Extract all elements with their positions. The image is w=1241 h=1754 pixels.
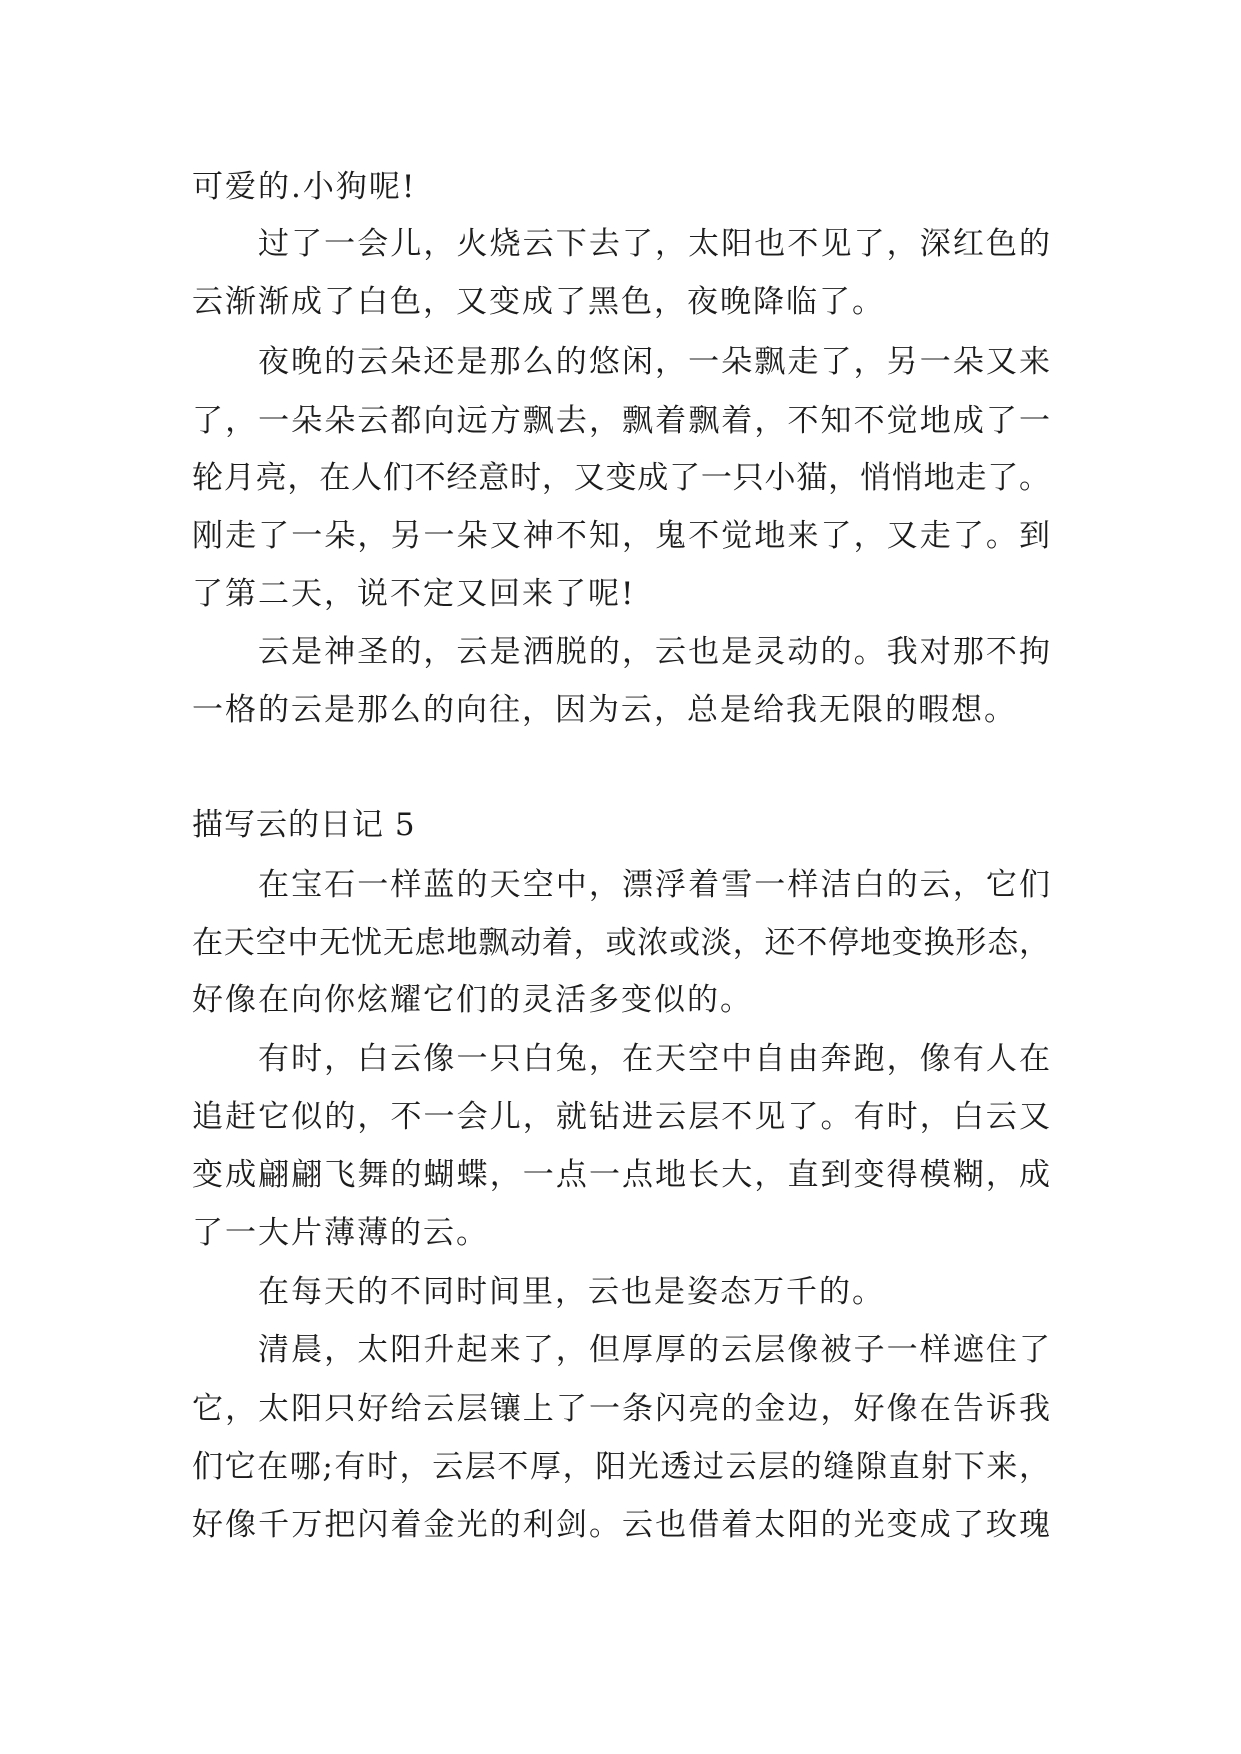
paragraph-line: 在每天的不同时间里，云也是姿态万千的。 bbox=[258, 1274, 885, 1310]
paragraph-line: 们它在哪;有时，云层不厚，阳光透过云层的缝隙直射下来， bbox=[192, 1449, 1050, 1485]
paragraph-line: 了一大片薄薄的云。 bbox=[192, 1215, 489, 1251]
paragraph-line: 了，一朵朵云都向远方飘去，飘着飘着，不知不觉地成了一 bbox=[192, 403, 1050, 439]
paragraph-line: 它，太阳只好给云层镶上了一条闪亮的金边，好像在告诉我 bbox=[192, 1391, 1050, 1427]
paragraph-line: 清晨，太阳升起来了，但厚厚的云层像被子一样遮住了 bbox=[258, 1332, 1050, 1368]
paragraph-line: 云是神圣的，云是洒脱的，云也是灵动的。我对那不拘 bbox=[258, 634, 1050, 670]
paragraph-line: 云渐渐成了白色，又变成了黑色，夜晚降临了。 bbox=[192, 284, 885, 320]
paragraph-line: 在天空中无忧无虑地飘动着，或浓或淡，还不停地变换形态， bbox=[192, 925, 1050, 961]
paragraph-line: 过了一会儿，火烧云下去了，太阳也不见了，深红色的 bbox=[258, 226, 1050, 262]
section-title: 描写云的日记 5 bbox=[192, 807, 416, 843]
paragraph-line: 可爱的.小狗呢! bbox=[192, 169, 417, 205]
paragraph-line: 轮月亮，在人们不经意时，又变成了一只小猫，悄悄地走了。 bbox=[192, 460, 1050, 496]
paragraph-line: 有时，白云像一只白兔，在天空中自由奔跑，像有人在 bbox=[258, 1041, 1050, 1077]
paragraph-line: 追赶它似的，不一会儿，就钻进云层不见了。有时，白云又 bbox=[192, 1099, 1050, 1135]
paragraph-line: 好像千万把闪着金光的利剑。云也借着太阳的光变成了玫瑰 bbox=[192, 1507, 1050, 1543]
paragraph-line: 在宝石一样蓝的天空中，漂浮着雪一样洁白的云，它们 bbox=[258, 867, 1050, 903]
paragraph-line: 变成翩翩飞舞的蝴蝶，一点一点地长大，直到变得模糊，成 bbox=[192, 1157, 1050, 1193]
paragraph-line: 了第二天，说不定又回来了呢! bbox=[192, 576, 636, 612]
paragraph-line: 好像在向你炫耀它们的灵活多变似的。 bbox=[192, 982, 753, 1018]
paragraph-line: 夜晚的云朵还是那么的悠闲，一朵飘走了，另一朵又来 bbox=[258, 344, 1050, 380]
paragraph-line: 一格的云是那么的向往，因为云，总是给我无限的暇想。 bbox=[192, 692, 1017, 728]
paragraph-line: 刚走了一朵，另一朵又神不知，鬼不觉地来了，又走了。到 bbox=[192, 518, 1050, 554]
